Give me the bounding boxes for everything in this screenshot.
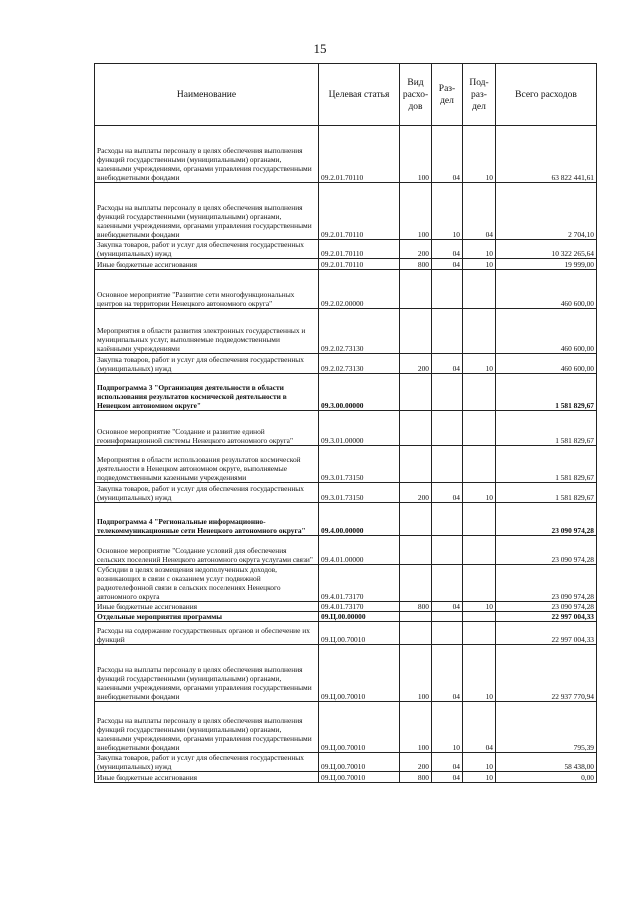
- row-section: [432, 536, 463, 565]
- row-total: 1 581 829,67: [496, 374, 597, 411]
- row-section: 04: [432, 602, 463, 612]
- row-target-article: 09.4.01.73170: [319, 565, 400, 602]
- row-target-article: 09.Ц.00.70010: [319, 622, 400, 645]
- row-section: 10: [432, 702, 463, 753]
- row-target-article: 09.Ц.00.70010: [319, 753, 400, 772]
- row-subsection: [463, 536, 496, 565]
- row-name: Расходы на выплаты персоналу в целях обеспечения выполнения функций государственными (муниципальными) органами, казенными учреждениями, органами управления государственными внебюджетными фондами: [95, 702, 319, 753]
- row-name: Мероприятия в области использования результатов космической деятельности в Ненецком автономном округе, выполняемые подведомственными казенными учреждениями: [95, 446, 319, 483]
- row-target-article: 09.2.01.70110: [319, 183, 400, 240]
- row-subsection: 04: [463, 702, 496, 753]
- row-subsection: 10: [463, 772, 496, 783]
- row-total: 22 997 004,33: [496, 622, 597, 645]
- row-target-article: 09.2.02.73130: [319, 309, 400, 354]
- row-subsection: 04: [463, 183, 496, 240]
- row-section: 04: [432, 259, 463, 270]
- row-total: 1 581 829,67: [496, 411, 597, 446]
- row-subsection: 10: [463, 753, 496, 772]
- row-total: 22 997 004,33: [496, 612, 597, 622]
- row-subsection: [463, 270, 496, 309]
- row-total: 10 322 265,64: [496, 240, 597, 259]
- table-row: [95, 354, 597, 374]
- row-subsection: 10: [463, 240, 496, 259]
- table-row: [95, 483, 597, 503]
- row-expense-type: 800: [400, 602, 432, 612]
- row-target-article: 09.4.00.00000: [319, 503, 400, 536]
- header-target-article: Целевая статья: [319, 64, 400, 126]
- table-row: [95, 602, 597, 612]
- row-name: Расходы на содержание государственных органов и обеспечение их функций: [95, 622, 319, 645]
- row-expense-type: [400, 446, 432, 483]
- row-total: 460 600,00: [496, 309, 597, 354]
- row-expense-type: [400, 503, 432, 536]
- row-section: [432, 622, 463, 645]
- row-target-article: 09.2.01.70110: [319, 259, 400, 270]
- budget-table: [94, 63, 597, 783]
- row-total: 23 090 974,28: [496, 565, 597, 602]
- row-total: 23 090 974,28: [496, 536, 597, 565]
- row-subsection: [463, 374, 496, 411]
- row-subsection: [463, 622, 496, 645]
- row-subsection: [463, 565, 496, 602]
- row-subsection: 10: [463, 354, 496, 374]
- row-total: 0,00: [496, 772, 597, 783]
- table-row: [95, 753, 597, 772]
- row-total: 19 999,00: [496, 259, 597, 270]
- row-target-article: 09.Ц.00.00000: [319, 612, 400, 622]
- row-section: [432, 374, 463, 411]
- table-row: [95, 536, 597, 565]
- row-expense-type: [400, 309, 432, 354]
- row-subsection: 10: [463, 259, 496, 270]
- row-total: 460 600,00: [496, 270, 597, 309]
- table-row: [95, 183, 597, 240]
- row-section: 04: [432, 772, 463, 783]
- row-subsection: 10: [463, 645, 496, 702]
- row-section: [432, 503, 463, 536]
- row-subsection: [463, 309, 496, 354]
- row-section: 04: [432, 354, 463, 374]
- table-row: [95, 374, 597, 411]
- page-number: 15: [313, 41, 327, 56]
- row-target-article: 09.3.01.00000: [319, 411, 400, 446]
- row-expense-type: 100: [400, 126, 432, 183]
- row-section: 04: [432, 126, 463, 183]
- row-name: Иные бюджетные ассигнования: [95, 602, 319, 612]
- row-target-article: 09.2.02.73130: [319, 354, 400, 374]
- row-expense-type: 100: [400, 645, 432, 702]
- row-total: 1 581 829,67: [496, 446, 597, 483]
- header-subsection: Под-раз-дел: [463, 64, 496, 126]
- row-total: 63 822 441,61: [496, 126, 597, 183]
- row-section: 04: [432, 753, 463, 772]
- table-row: [95, 612, 597, 622]
- header-total: Всего расходов: [496, 64, 597, 126]
- row-total: 23 090 974,28: [496, 503, 597, 536]
- table-row: [95, 772, 597, 783]
- row-target-article: 09.4.01.73170: [319, 602, 400, 612]
- row-target-article: 09.2.02.00000: [319, 270, 400, 309]
- row-total: 795,39: [496, 702, 597, 753]
- row-name: Основное мероприятие "Создание и развитие единой геоинформационной системы Ненецкого автономного округа": [95, 411, 319, 446]
- row-expense-type: [400, 536, 432, 565]
- row-target-article: 09.2.01.70110: [319, 240, 400, 259]
- table-body: [95, 126, 597, 783]
- row-section: 04: [432, 483, 463, 503]
- row-subsection: [463, 446, 496, 483]
- row-expense-type: 200: [400, 354, 432, 374]
- row-name: Отдельные мероприятия программы: [95, 612, 319, 622]
- row-subsection: [463, 612, 496, 622]
- row-section: [432, 612, 463, 622]
- row-name: Субсидии в целях возмещения недополученных доходов, возникающих в связи с оказанием услуг подвижной радиотелефонной связи в сельских поселениях Ненецкого автономного округа: [95, 565, 319, 602]
- row-expense-type: 200: [400, 753, 432, 772]
- row-expense-type: 200: [400, 483, 432, 503]
- row-target-article: 09.2.01.70110: [319, 126, 400, 183]
- table-row: [95, 565, 597, 602]
- row-name: Расходы на выплаты персоналу в целях обеспечения выполнения функций государственными (муниципальными) органами, казенными учреждениями, органами управления государственными внебюджетными фондами: [95, 126, 319, 183]
- table-row: [95, 126, 597, 183]
- row-name: Основное мероприятие "Развитие сети многофункциональных центров на территории Ненецкого автономного округа": [95, 270, 319, 309]
- row-total: 23 090 974,28: [496, 602, 597, 612]
- row-section: [432, 446, 463, 483]
- row-subsection: [463, 503, 496, 536]
- row-expense-type: 800: [400, 259, 432, 270]
- row-expense-type: 100: [400, 702, 432, 753]
- row-subsection: 10: [463, 483, 496, 503]
- row-target-article: 09.Ц.00.70010: [319, 772, 400, 783]
- table-row: [95, 259, 597, 270]
- row-name: Закупка товаров, работ и услуг для обеспечения государственных (муниципальных) нужд: [95, 240, 319, 259]
- table-row: [95, 240, 597, 259]
- row-name: Закупка товаров, работ и услуг для обеспечения государственных (муниципальных) нужд: [95, 354, 319, 374]
- row-total: 58 438,00: [496, 753, 597, 772]
- row-section: [432, 411, 463, 446]
- row-expense-type: [400, 622, 432, 645]
- row-name: Расходы на выплаты персоналу в целях обеспечения выполнения функций государственными (муниципальными) органами, казенными учреждениями, органами управления государственными внебюджетными фондами: [95, 645, 319, 702]
- row-expense-type: 200: [400, 240, 432, 259]
- row-target-article: 09.Ц.00.70010: [319, 645, 400, 702]
- row-section: 10: [432, 183, 463, 240]
- table-row: [95, 503, 597, 536]
- table-header: [95, 64, 597, 126]
- row-subsection: [463, 411, 496, 446]
- row-expense-type: 800: [400, 772, 432, 783]
- row-target-article: 09.3.00.00000: [319, 374, 400, 411]
- table-row: [95, 645, 597, 702]
- row-target-article: 09.Ц.00.70010: [319, 702, 400, 753]
- row-name: Закупка товаров, работ и услуг для обеспечения государственных (муниципальных) нужд: [95, 483, 319, 503]
- row-target-article: 09.3.01.73150: [319, 446, 400, 483]
- header-name: Наименование: [95, 64, 319, 126]
- table-row: [95, 622, 597, 645]
- row-expense-type: [400, 411, 432, 446]
- row-name: Закупка товаров, работ и услуг для обеспечения государственных (муниципальных) нужд: [95, 753, 319, 772]
- row-target-article: 09.3.01.73150: [319, 483, 400, 503]
- row-total: 22 937 770,94: [496, 645, 597, 702]
- table-row: [95, 309, 597, 354]
- row-name: Расходы на выплаты персоналу в целях обеспечения выполнения функций государственными (муниципальными) органами, казенными учреждениями, органами управления государственными внебюджетными фондами: [95, 183, 319, 240]
- row-name: Подпрограмма 3 "Организация деятельности в области использования результатов космической деятельности в Ненецком автономном округе": [95, 374, 319, 411]
- row-section: 04: [432, 240, 463, 259]
- row-target-article: 09.4.01.00000: [319, 536, 400, 565]
- row-name: Подпрограмма 4 "Региональные информационно-телекоммуникационные сети Ненецкого автономного округа": [95, 503, 319, 536]
- table-row: [95, 270, 597, 309]
- row-expense-type: [400, 374, 432, 411]
- row-section: 04: [432, 645, 463, 702]
- table-row: [95, 702, 597, 753]
- row-subsection: 10: [463, 602, 496, 612]
- header-section: Раз-дел: [432, 64, 463, 126]
- row-expense-type: [400, 270, 432, 309]
- row-expense-type: [400, 565, 432, 602]
- row-section: [432, 565, 463, 602]
- row-section: [432, 270, 463, 309]
- header-expense-type: Вид расхо-дов: [400, 64, 432, 126]
- row-name: Иные бюджетные ассигнования: [95, 259, 319, 270]
- row-expense-type: 100: [400, 183, 432, 240]
- row-name: Мероприятия в области развития электронных государственных и муниципальных услуг, выполняемые подведомственными казёнными учреждениями: [95, 309, 319, 354]
- row-total: 460 600,00: [496, 354, 597, 374]
- row-name: Иные бюджетные ассигнования: [95, 772, 319, 783]
- row-subsection: 10: [463, 126, 496, 183]
- row-name: Основное мероприятие "Создание условий для обеспечения сельских поселений Ненецкого автономного округа услугами связи": [95, 536, 319, 565]
- row-total: 1 581 829,67: [496, 483, 597, 503]
- table-row: [95, 411, 597, 446]
- table-row: [95, 446, 597, 483]
- row-expense-type: [400, 612, 432, 622]
- row-total: 2 704,10: [496, 183, 597, 240]
- row-section: [432, 309, 463, 354]
